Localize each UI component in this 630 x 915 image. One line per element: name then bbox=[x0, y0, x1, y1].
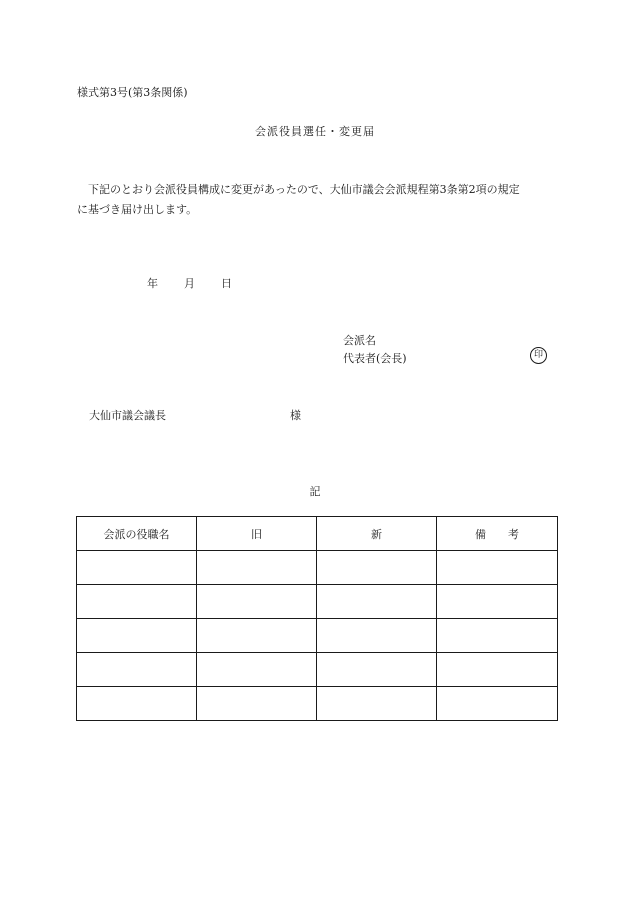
ki-heading: 記 bbox=[309, 485, 321, 498]
table-header-row bbox=[77, 517, 558, 551]
header-remarks: 備 考 bbox=[437, 517, 558, 551]
cell-position[interactable] bbox=[77, 619, 197, 653]
date-day-label: 日 bbox=[221, 277, 232, 290]
body-text-line-1-content: 下記のとおり会派役員構成に変更があったので、大仙市議会会派規程第3条第2項の規定 bbox=[88, 183, 520, 196]
cell-remarks[interactable] bbox=[437, 687, 558, 721]
header-old: 旧 bbox=[197, 517, 317, 551]
cell-position[interactable] bbox=[77, 585, 197, 619]
cell-remarks[interactable] bbox=[437, 653, 558, 687]
cell-old[interactable] bbox=[197, 687, 317, 721]
header-position: 会派の役職名 bbox=[77, 517, 197, 551]
cell-position[interactable] bbox=[77, 687, 197, 721]
faction-name-label: 会派名 bbox=[343, 334, 376, 347]
date-month-label: 月 bbox=[184, 277, 195, 290]
cell-remarks[interactable] bbox=[437, 585, 558, 619]
body-text-line-2: に基づき届け出します。 bbox=[77, 203, 198, 216]
cell-old[interactable] bbox=[197, 619, 317, 653]
cell-new[interactable] bbox=[317, 619, 437, 653]
date-year-label: 年 bbox=[147, 277, 158, 290]
cell-remarks[interactable] bbox=[437, 551, 558, 585]
body-text-line-1 bbox=[77, 181, 557, 197]
seal-icon: 印 bbox=[530, 347, 547, 364]
addressee-honorific: 様 bbox=[290, 409, 301, 422]
cell-new[interactable] bbox=[317, 551, 437, 585]
cell-position[interactable] bbox=[77, 653, 197, 687]
form-number: 様式第3号(第3条関係) bbox=[77, 86, 188, 99]
table-row bbox=[77, 687, 558, 721]
table-row bbox=[77, 585, 558, 619]
addressee-name: 大仙市議会議長 bbox=[89, 409, 166, 422]
representative-label: 代表者(会長) bbox=[343, 352, 407, 365]
table-row bbox=[77, 653, 558, 687]
cell-remarks[interactable] bbox=[437, 619, 558, 653]
header-new: 新 bbox=[317, 517, 437, 551]
cell-position[interactable] bbox=[77, 551, 197, 585]
cell-new[interactable] bbox=[317, 653, 437, 687]
page-title: 会派役員選任・変更届 bbox=[255, 125, 375, 138]
table-row bbox=[77, 619, 558, 653]
cell-new[interactable] bbox=[317, 585, 437, 619]
cell-old[interactable] bbox=[197, 653, 317, 687]
cell-old[interactable] bbox=[197, 585, 317, 619]
officer-change-table bbox=[76, 516, 558, 721]
cell-old[interactable] bbox=[197, 551, 317, 585]
cell-new[interactable] bbox=[317, 687, 437, 721]
table-row bbox=[77, 551, 558, 585]
